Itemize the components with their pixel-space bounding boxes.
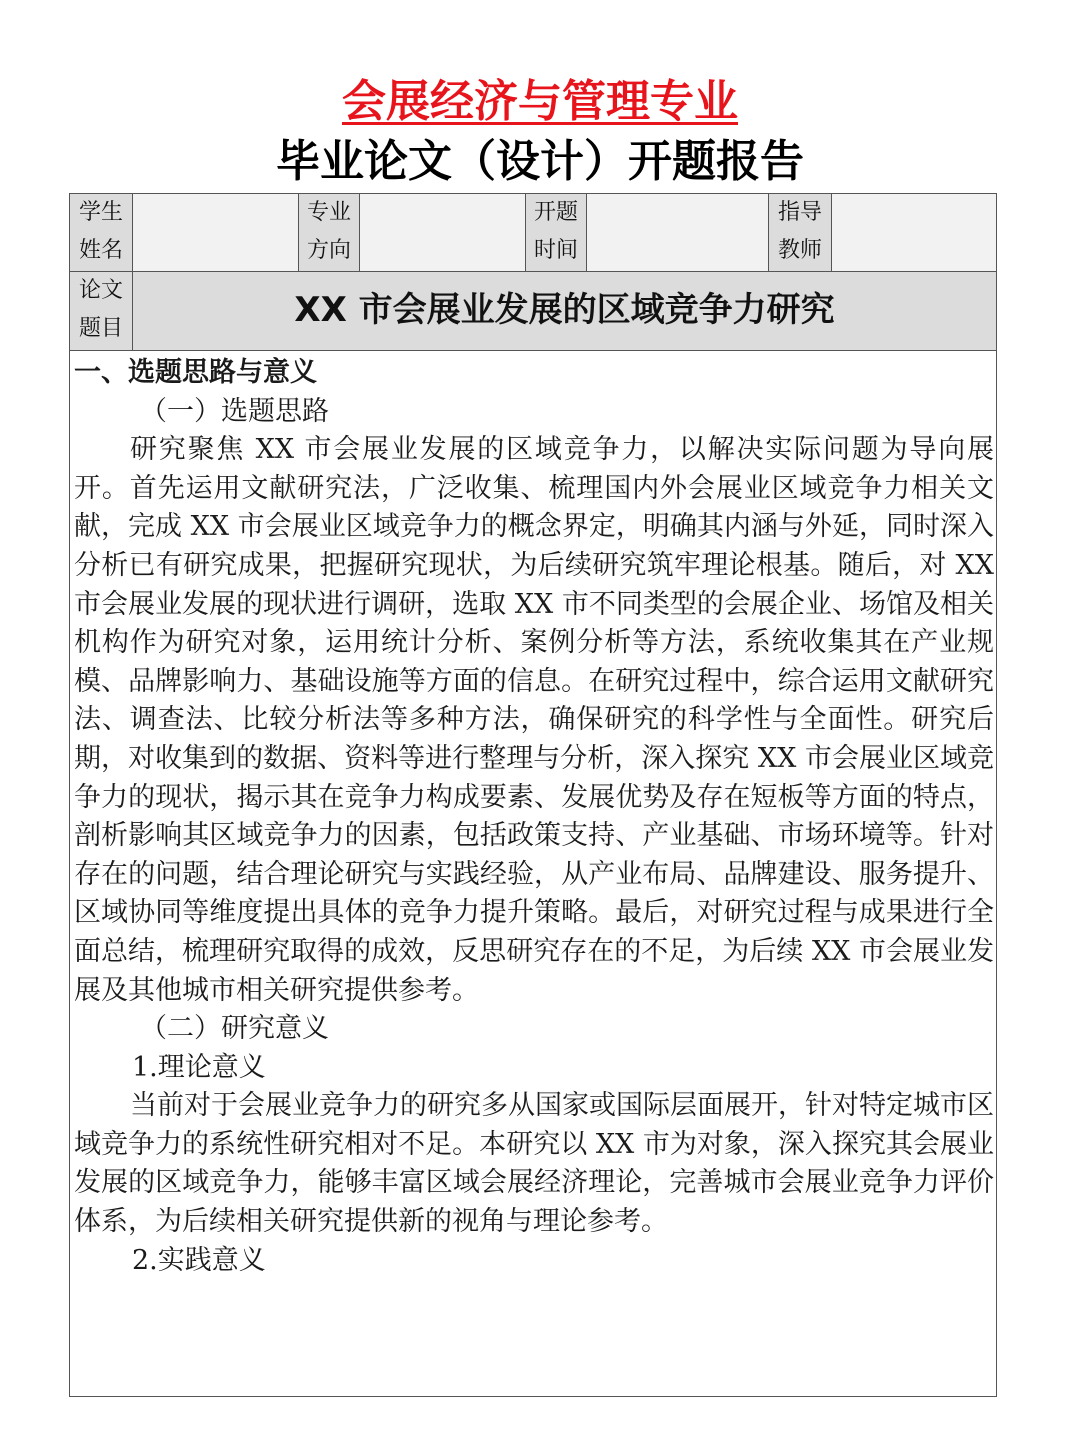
document-title-major: 会展经济与管理专业	[342, 76, 738, 127]
proposal-time-label: 开题 时间	[526, 194, 587, 271]
paragraph-topic-idea: 研究聚焦 XX 市会展业发展的区域竞争力，以解决实际问题为导向展开。首先运用文献研究法，广泛收集、梳理国内外会展业区域竞争力相关文献，完成 XX 市会展业区域竞争力的概念界定，明确其内涵与外延，同时深入分析已有研究成果，把握研究现状，为后续研究筑牢理论根基。随后，对 XX 市会展业发展的现状进行调研，选取 XX 市不同类型的会展企业、场馆及相关机构作为研究对象，运用统计分析、案例分析等方法，系统收集其在产业规模、品牌影响力、基础设施等方面的信息。在研究过程中，综合运用文献研究法、调查法、比较分析法等多种方法，确保研究的科学性与全面性。研究后期，对收集到的数据、资料等进行整理与分析，深入探究 XX 市会展业区域竞争力的现状，揭示其在竞争力构成要素、发展优势及存在短板等方面的特点，剖析影响其区域竞争力的因素，包括政策支持、产业基础、市场环境等。针对存在的问题，结合理论研究与实践经验，从产业布局、品牌建设、服务提升、区域协同等维度提出具体的竞争力提升策略。最后，对研究过程与成果进行全面总结，梳理研究取得的成效，反思研究存在的不足，为后续 XX 市会展业发展及其他城市相关研究提供参考。	[74, 434, 994, 1006]
advisor-field[interactable]	[832, 194, 996, 271]
student-name-label: 学生 姓名	[70, 194, 133, 271]
info-row	[70, 194, 996, 272]
student-name-field[interactable]	[133, 194, 299, 271]
proposal-time-field[interactable]	[587, 194, 769, 271]
theory-significance-heading: 1.理论意义	[132, 1051, 266, 1083]
document-title-report: 毕业论文（设计）开题报告	[276, 136, 804, 187]
topic-row	[70, 272, 996, 351]
major-label: 专业 方向	[299, 194, 360, 271]
major-field[interactable]	[360, 194, 526, 271]
subsection-heading-significance: （二）研究意义	[140, 1013, 329, 1045]
thesis-topic: XX 市会展业发展的区域竞争力研究	[133, 272, 996, 350]
subsection-heading-topic-idea: （一）选题思路	[140, 395, 329, 427]
practice-significance-heading: 2.实践意义	[132, 1244, 266, 1276]
report-form	[69, 193, 997, 1397]
advisor-label: 指导 教师	[769, 194, 832, 271]
section-heading: 一、选题思路与意义	[74, 357, 317, 388]
paragraph-theory-significance: 当前对于会展业竞争力的研究多从国家或国际层面展开，针对特定城市区域竞争力的系统性研究相对不足。本研究以 XX 市为对象，深入探究其会展业发展的区域竞争力，能够丰富区域会展经济理论，完善城市会展业竞争力评价体系，为后续相关研究提供新的视角与理论参考。	[74, 1090, 994, 1238]
proposal-content	[74, 354, 994, 1280]
topic-label: 论文 题目	[70, 272, 133, 350]
